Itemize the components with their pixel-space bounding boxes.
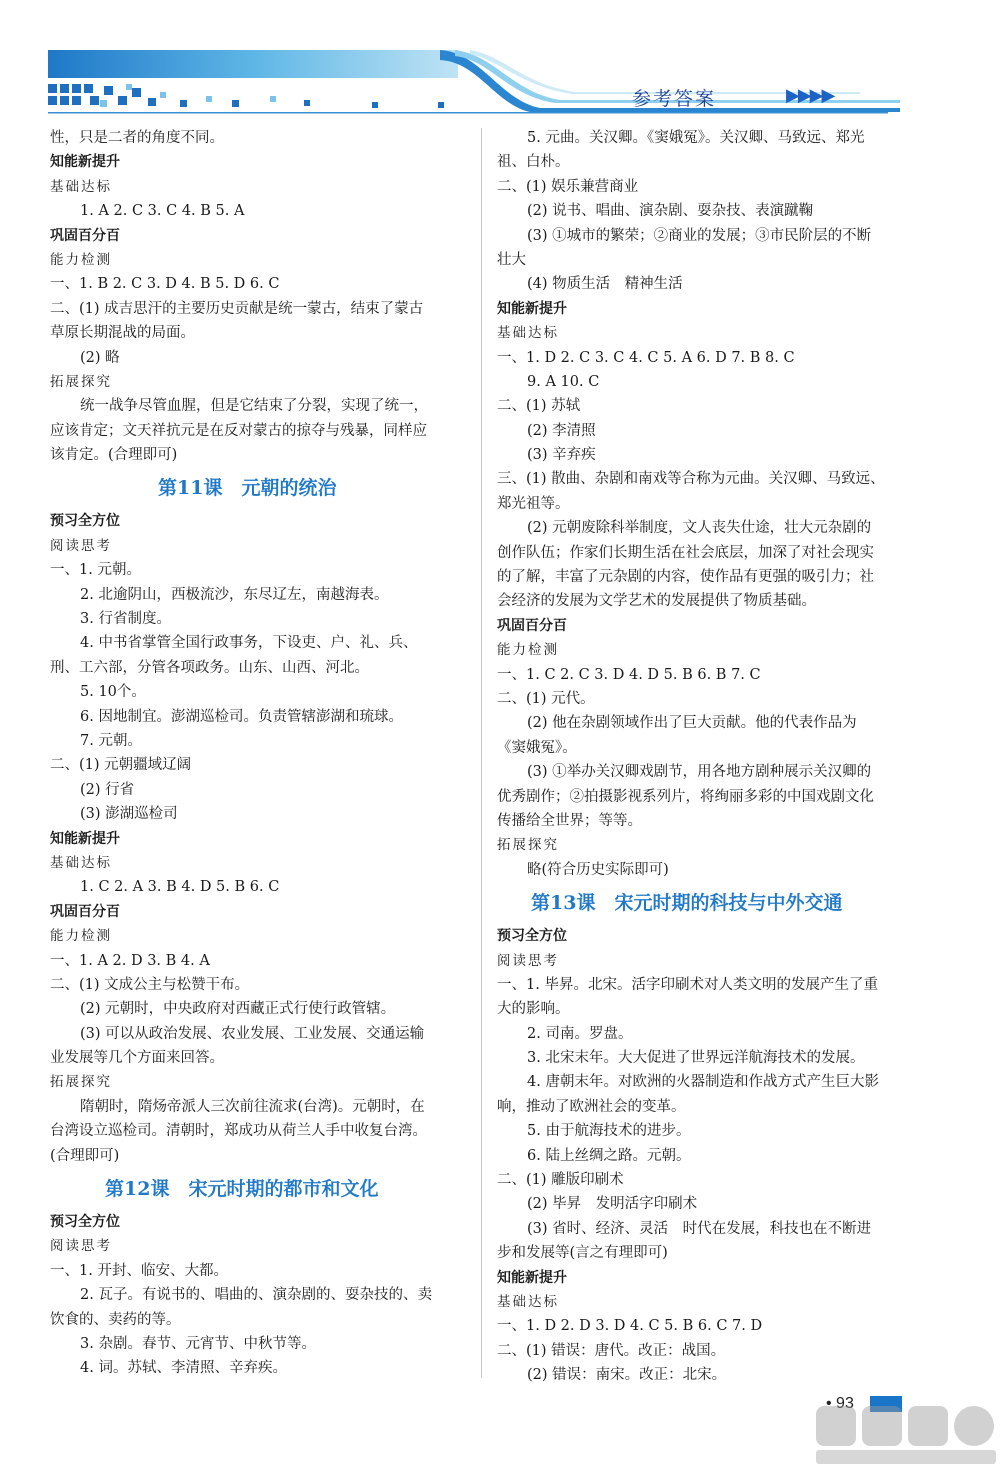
answer-line: 一、1. B 2. C 3. D 4. B 5. D 6. C — [50, 276, 280, 293]
answer-line: 二、(1) 元代。 — [497, 690, 595, 707]
answer-line: 优秀剧作；②拍摄影视系列片，将绚丽多彩的中国戏剧文化 — [497, 788, 874, 805]
answer-line: (2) 说书、唱曲、演杂剧、耍杂技、表演蹴鞠 — [527, 203, 814, 220]
answer-line: 会经济的发展为文学艺术的发展提供了物质基础。 — [497, 593, 816, 610]
answer-line: (2) 毕昇 发明活字印刷术 — [527, 1196, 698, 1213]
answer-line: 一、1. C 2. C 3. D 4. D 5. B 6. B 7. C — [497, 666, 761, 683]
answer-line: 饮食的、卖药的等。 — [50, 1311, 181, 1328]
answer-line: (2) 元朝废除科举制度，文人丧失仕途，壮大元杂剧的 — [527, 520, 872, 537]
answer-line: 一、1. 毕昇。北宋。活字印刷术对人类文明的发展产生了重 — [497, 976, 878, 993]
section-heading: 知能新提升 — [497, 300, 567, 317]
lesson-title: 第13课 宋元时期的科技与中外交通 — [531, 892, 843, 915]
answer-line: 的了解，丰富了元杂剧的内容，使作品有更强的吸引力；社 — [497, 569, 874, 586]
answer-line: (2) 略 — [80, 349, 120, 366]
answer-line: (合理即可) — [50, 1147, 120, 1164]
answer-line: 二、(1) 文成公主与松赞干布。 — [50, 976, 250, 993]
page-header — [0, 0, 1000, 120]
answer-line: 该肯定。(合理即可) — [50, 447, 178, 464]
subsection-heading: 能力检测 — [497, 642, 559, 659]
answer-line: 《窦娥冤》。 — [497, 739, 577, 756]
answer-line: 三、(1) 散曲、杂剧和南戏等合称为元曲。关汉卿、马致远、 — [497, 471, 885, 488]
answer-line: 草原长期混战的局面。 — [50, 325, 195, 342]
page-number: • 93 — [826, 1395, 854, 1412]
section-heading: 预习全方位 — [50, 513, 120, 530]
section-heading: 预习全方位 — [497, 928, 567, 945]
answer-line: 4. 唐朝末年。对欧洲的火器制造和作战方式产生巨大影 — [527, 1074, 879, 1091]
section-heading: 预习全方位 — [50, 1214, 120, 1231]
answer-line: 2. 司南。罗盘。 — [527, 1025, 633, 1042]
answer-line: 二、(1) 元朝疆域辽阔 — [50, 757, 192, 774]
answer-line: (3) 辛弃疾 — [527, 447, 596, 464]
answer-line: 统一战争尽管血腥，但是它结束了分裂，实现了统一， — [80, 398, 428, 415]
answer-line: 二、(1) 成吉思汗的主要历史贡献是统一蒙古，结束了蒙古 — [50, 300, 424, 317]
answer-line: 6. 因地制宜。澎湖巡检司。负责管辖澎湖和琉球。 — [80, 708, 403, 725]
header-arrows-icon: ▶▶▶▶ — [786, 85, 834, 106]
section-heading: 巩固百分百 — [50, 903, 120, 920]
answer-line: 1. A 2. C 3. C 4. B 5. A — [80, 203, 245, 220]
answer-line: 略(符合历史实际即可) — [527, 861, 669, 878]
section-heading: 知能新提升 — [50, 830, 120, 847]
answer-line: 6. 陆上丝绸之路。元朝。 — [527, 1147, 691, 1164]
subsection-heading: 能力检测 — [50, 251, 112, 268]
answer-line: (2) 错误：南宋。改正：北宋。 — [527, 1367, 727, 1384]
answer-line: 性，只是二者的角度不同。 — [50, 130, 224, 146]
header-banner-graphic — [0, 0, 1000, 120]
answer-line: 1. C 2. A 3. B 4. D 5. B 6. C — [80, 879, 280, 896]
answer-line: 一、1. A 2. D 3. B 4. A — [50, 952, 210, 969]
answer-line: 二、(1) 雕版印刷术 — [497, 1172, 624, 1189]
subsection-heading: 基础达标 — [50, 178, 112, 195]
answer-line: 传播给全世界；等等。 — [497, 812, 642, 829]
answer-line: (4) 物质生活 精神生活 — [527, 276, 683, 293]
subsection-heading: 阅读思考 — [497, 952, 559, 969]
subsection-heading: 基础达标 — [50, 854, 112, 871]
answer-line: 隋朝时，隋炀帝派人三次前往流求(台湾)。元朝时，在 — [80, 1098, 425, 1115]
answer-line: 一、1. D 2. C 3. C 4. C 5. A 6. D 7. B 8. C — [497, 349, 795, 366]
answer-line: 7. 元朝。 — [80, 732, 142, 749]
answer-line: 9. A 10. C — [527, 373, 600, 390]
answer-line: 应该肯定；文天祥抗元是在反对蒙古的掠夺与残暴，同样应 — [50, 422, 427, 439]
answer-line: 5. 10个。 — [80, 684, 146, 701]
answer-line: (3) 可以从政治发展、农业发展、工业发展、交通运输 — [80, 1025, 425, 1042]
answer-line: (2) 元朝时，中央政府对西藏正式行使行政管辖。 — [80, 1001, 396, 1018]
subsection-heading: 能力检测 — [50, 928, 112, 945]
answer-line: 刑、工六部，分管各项政务。山东、山西、河北。 — [50, 659, 369, 676]
answer-line: 4. 中书省掌管全国行政事务，下设吏、户、礼、兵、 — [80, 635, 418, 652]
answer-line: (3) 澎湖巡检司 — [80, 806, 178, 823]
answer-line: 3. 杂剧。春节、元宵节、中秋节等。 — [80, 1335, 316, 1352]
answer-line: 大的影响。 — [497, 1001, 570, 1018]
answer-line: 祖、白朴。 — [497, 154, 570, 171]
answer-line: (2) 李清照 — [527, 422, 596, 439]
answer-line: (2) 行省 — [80, 781, 135, 798]
subsection-heading: 拓展探究 — [50, 1074, 112, 1091]
answer-line: 创作队伍；作家们长期生活在社会底层，加深了对社会现实 — [497, 544, 874, 561]
lesson-title: 第11课 元朝的统治 — [158, 477, 337, 500]
watermark-logo — [812, 1400, 1000, 1468]
column-divider — [481, 128, 482, 1378]
answer-line: (3) 省时、经济、灵活 时代在发展，科技也在不断进 — [527, 1220, 872, 1237]
section-heading: 巩固百分百 — [50, 227, 120, 244]
answer-line: 5. 元曲。关汉卿。《窦娥冤》。关汉卿、马致远、郑光 — [527, 130, 865, 146]
section-heading: 知能新提升 — [497, 1269, 567, 1286]
answer-line: (2) 他在杂剧领域作出了巨大贡献。他的代表作品为 — [527, 715, 857, 732]
subsection-heading: 阅读思考 — [50, 537, 112, 554]
answer-line: 台湾设立巡检司。清朝时，郑成功从荷兰人手中收复台湾。 — [50, 1123, 427, 1140]
watermark-logo-graphic — [812, 1400, 1000, 1468]
answer-line: 一、1. 开封、临安、大都。 — [50, 1262, 228, 1279]
answer-line: 二、(1) 错误：唐代。改正：战国。 — [497, 1342, 726, 1359]
answer-line: 响，推动了欧洲社会的变革。 — [497, 1098, 686, 1115]
answer-line: 2. 北逾阴山，西极流沙，东尽辽左，南越海表。 — [80, 586, 389, 603]
answer-line: 一、1. D 2. D 3. D 4. C 5. B 6. C 7. D — [497, 1318, 763, 1335]
lesson-title: 第12课 宋元时期的都市和文化 — [105, 1178, 379, 1201]
answer-line: 业发展等几个方面来回答。 — [50, 1050, 224, 1067]
answer-line: 2. 瓦子。有说书的、唱曲的、演杂剧的、耍杂技的、卖 — [80, 1287, 432, 1304]
left-column — [50, 126, 470, 1381]
right-column — [497, 126, 917, 1388]
answer-line: 4. 词。苏轼、李清照、辛弃疾。 — [80, 1360, 287, 1377]
subsection-heading: 基础达标 — [497, 1293, 559, 1310]
subsection-heading: 基础达标 — [497, 325, 559, 342]
answer-line: 3. 行省制度。 — [80, 611, 171, 628]
subsection-heading: 拓展探究 — [50, 373, 112, 390]
section-heading: 巩固百分百 — [497, 617, 567, 634]
answer-line: 5. 由于航海技术的进步。 — [527, 1123, 691, 1140]
answer-line: 3. 北宋末年。大大促进了世界远洋航海技术的发展。 — [527, 1050, 865, 1067]
answer-line: 一、1. 元朝。 — [50, 562, 141, 579]
header-title: 参考答案 — [632, 88, 717, 110]
subsection-heading: 阅读思考 — [50, 1238, 112, 1255]
answer-line: 二、(1) 苏轼 — [497, 398, 581, 415]
subsection-heading: 拓展探究 — [497, 837, 559, 854]
answer-line: 壮大 — [497, 251, 526, 268]
answer-line: (3) ①城市的繁荣；②商业的发展；③市民阶层的不断 — [527, 227, 872, 244]
answer-line: 二、(1) 娱乐兼营商业 — [497, 178, 639, 195]
answer-line: (3) ①举办关汉卿戏剧节，用各地方剧种展示关汉卿的 — [527, 764, 872, 781]
answer-line: 步和发展等(言之有理即可) — [497, 1245, 668, 1262]
answer-line: 郑光祖等。 — [497, 495, 570, 512]
section-heading: 知能新提升 — [50, 154, 120, 171]
